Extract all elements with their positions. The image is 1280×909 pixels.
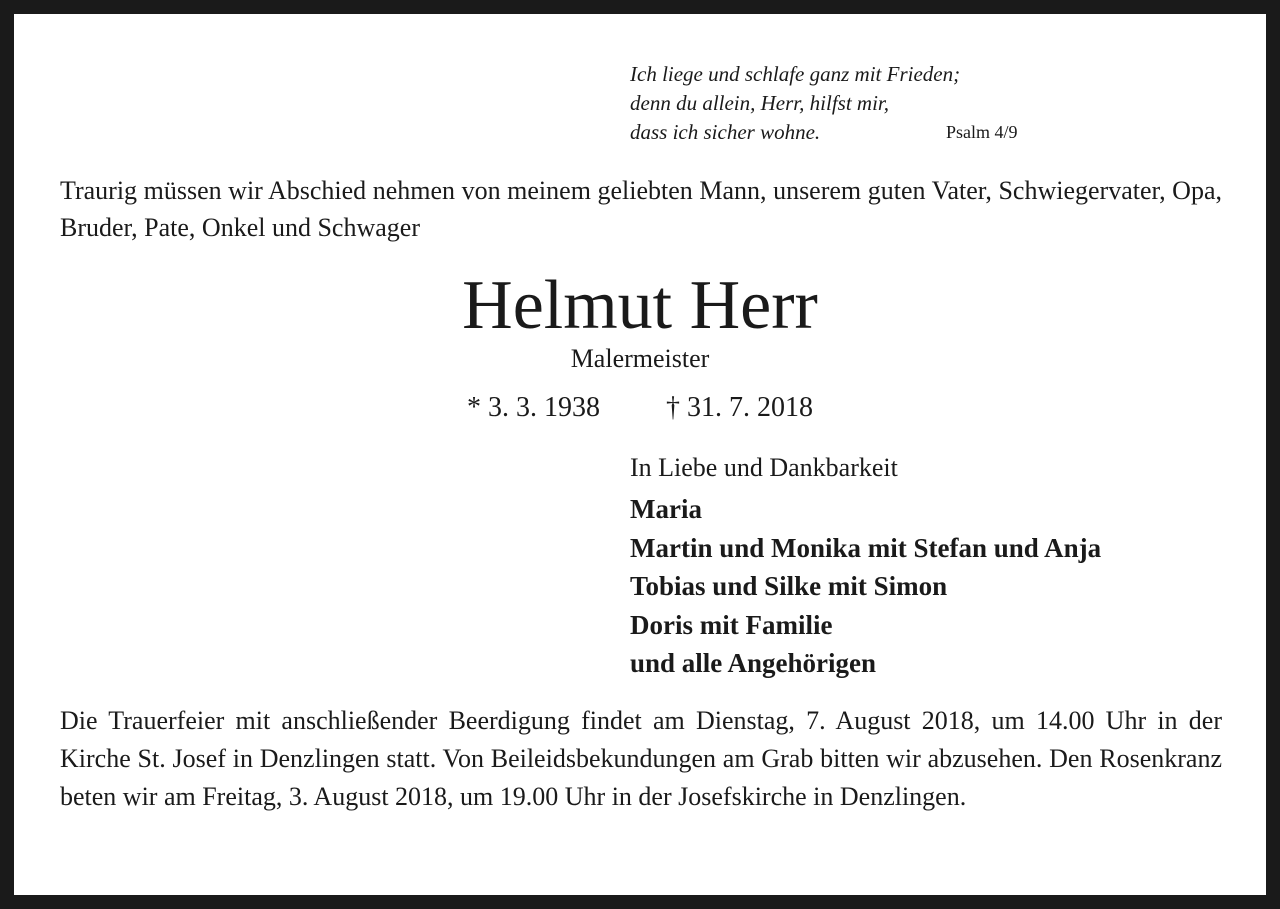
family-member: Martin und Monika mit Stefan und Anja [630,532,1102,563]
intro-text: Traurig müssen wir Abschied nehmen von meinem geliebten Mann, unserem guten Vater, Schwiegervater, Opa, Bruder, Pate, Onkel und Schwager [60,176,1222,242]
obituary-card [14,14,1266,895]
family-member: Doris mit Familie [630,609,833,640]
birth-date: * 3. 3. 1938 [467,392,600,423]
funeral-details: Die Trauerfeier mit anschließender Beerdigung findet am Dienstag, 7. August 2018, um 14.00 Uhr in der Kirche St. Josef in Denzlingen statt. Von Beileidsbekundungen am Grab bitten wir abzusehen. Den Rosenkranz beten wir am Freitag, 3. August 2018, um 19.00 Uhr in der Josefskirche in Denzlingen. [60,706,1222,811]
family-member: und alle Angehörigen [630,648,877,678]
family-member: Maria [630,494,702,524]
psalm-line: dass ich sicher wohne. [630,120,821,144]
deceased-name: Helmut Herr [462,267,818,344]
psalm-reference: Psalm 4/9 [946,122,1018,142]
psalm-line: denn du allein, Herr, hilfst mir, [630,91,890,115]
family-signoff [630,450,1250,683]
family-member: Tobias und Silke mit Simon [630,571,948,601]
deceased-profession: Malermeister [570,344,710,373]
life-dates [14,390,1266,426]
signoff-intro: In Liebe und Dankbarkeit [630,453,898,482]
psalm-quote [630,60,1070,147]
death-date: † 31. 7. 2018 [666,392,813,423]
psalm-line: Ich liege und schlafe ganz mit Frieden; [630,62,961,86]
